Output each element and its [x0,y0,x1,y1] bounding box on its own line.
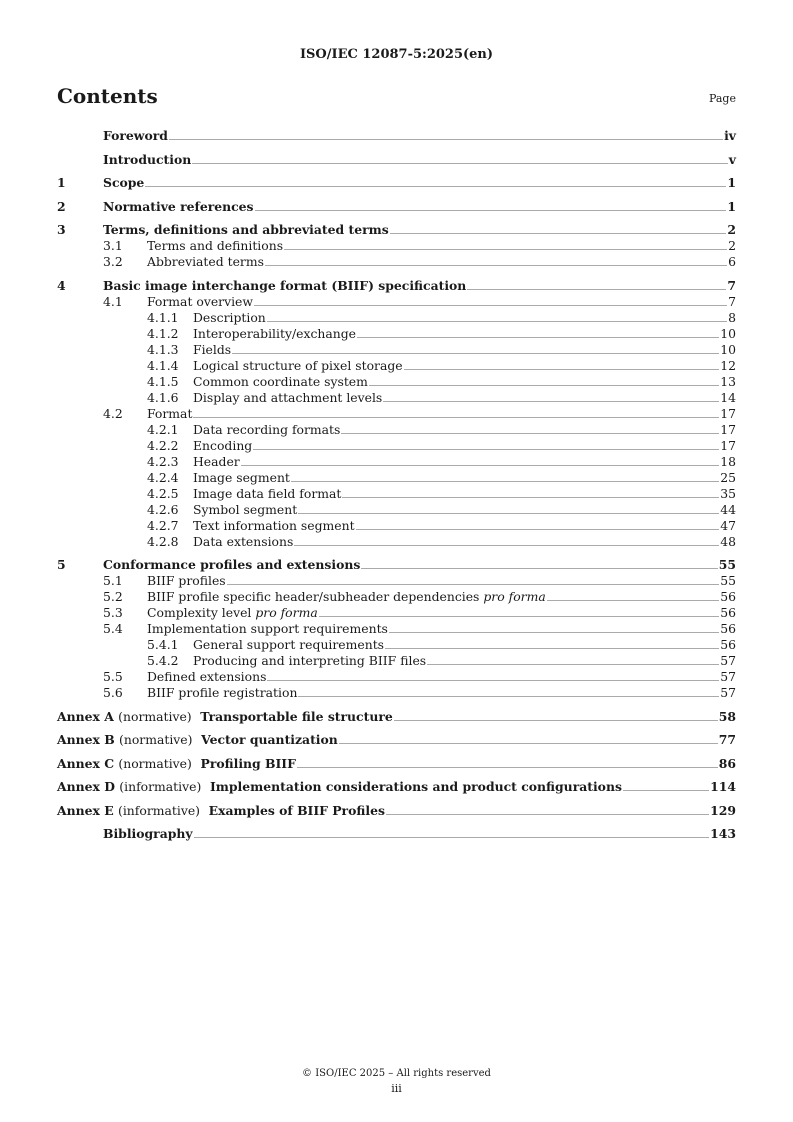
toc-entry-number: 3 [57,222,66,237]
toc-entry-title-group [147,406,192,422]
toc-entry[interactable] [57,502,736,518]
toc-entry-page: 47 [720,517,736,533]
toc-entry-number: 4.2.2 [147,437,179,453]
annex-type: (normative) [118,708,192,724]
toc-entry-title: Defined extensions [147,669,267,684]
toc-entry-title-group [57,756,296,772]
toc-entry-title: Producing and interpreting BIIF files [193,653,427,668]
dot-leader [394,720,718,721]
toc-entry-title: Format [147,405,193,421]
toc-entry-page: 1 [727,198,736,214]
toc-entry[interactable] [57,254,736,270]
toc-entry-number: 4.1.1 [147,309,179,325]
toc-entry-page: 7 [728,293,736,309]
toc-entry[interactable] [57,342,736,358]
toc-entry-title-group [103,278,466,294]
toc-entry[interactable] [57,573,736,589]
annex-label: Annex E [57,802,114,818]
contents-header [57,84,736,112]
toc-entry[interactable] [57,826,736,842]
dot-leader [356,529,720,530]
dot-leader [298,513,719,514]
toc-entry-title: Transportable file structure [200,708,393,724]
toc-entry-title: Basic image interchange format (BIIF) specification [103,277,467,293]
toc-entry[interactable] [57,358,736,374]
toc-entry[interactable] [57,294,736,310]
toc-entry-number: 4.1 [103,293,123,309]
toc-entry-title: Scope [103,175,145,190]
toc-entry-title: Text information segment [193,517,355,533]
dot-leader [404,369,720,370]
toc-entry-page: 17 [720,421,736,437]
toc-entry-number: 1 [57,175,66,190]
dot-leader [232,353,719,354]
toc-entry-title: Common coordinate system [193,373,368,389]
toc-entry-number: 4.1.2 [147,325,179,341]
copyright-notice: © ISO/IEC 2025 – All rights reserved [302,1068,491,1079]
annex-type: (normative) [118,755,192,771]
toc-entry-title-group [193,470,290,486]
toc-entry-page: 48 [720,533,736,549]
dot-leader [169,139,723,140]
dot-leader [192,163,728,164]
toc-entry-title-group [147,621,388,637]
toc-entry-title: Display and attachment levels [193,389,383,405]
dot-leader [194,837,710,838]
toc-entry-title: Format overview [147,293,253,309]
toc-entry-page: 6 [728,254,736,269]
toc-entry-title-group [193,534,293,550]
toc-entry-page: 57 [720,669,736,684]
toc-entry[interactable] [57,685,736,701]
dot-leader [386,814,709,815]
toc-entry-title: Description [193,309,266,325]
toc-entry[interactable] [57,128,736,144]
dot-leader [390,233,727,234]
dot-leader [385,648,719,649]
toc-entry-number: 4.2.7 [147,517,179,533]
toc-entry-title-group [147,589,546,605]
toc-entry-title-group [147,669,266,685]
toc-entry-title-group [193,454,240,470]
toc-entry-title: Foreword [103,128,168,143]
toc-entry-title-group [193,374,368,390]
toc-entry[interactable] [57,637,736,653]
toc-entry-page: 55 [718,557,736,572]
annex-type: (normative) [119,732,193,747]
toc-entry-page: iv [724,128,736,143]
toc-entry-title-group [193,486,341,502]
toc-entry-number: 4.2.1 [147,421,179,437]
toc-entry-title: Terms and definitions [147,238,284,253]
toc-entry-title-group [57,803,385,819]
document-id: ISO/IEC 12087-5:2025(en) [299,47,494,62]
annex-label: Annex B [57,732,115,747]
toc-entry-number: 4.2 [103,405,123,421]
toc-entry-title-group [193,518,355,534]
toc-entry[interactable] [57,175,736,191]
toc-entry[interactable] [57,732,736,748]
dot-leader [467,289,726,290]
toc-entry[interactable] [57,653,736,669]
toc-entry-page: 35 [720,485,736,501]
dot-leader [427,664,719,665]
toc-entry-page: 14 [720,389,736,405]
toc-entry-title-group [147,605,318,621]
toc-entry-page: 1 [727,175,736,190]
page-footer [0,1066,793,1096]
toc-entry-title: Fields [193,341,232,357]
toc-entry-title: Logical structure of pixel storage [193,357,403,373]
toc-entry[interactable] [57,326,736,342]
toc-entry-title: BIIF profile specific header/subheader dependencies [147,589,480,604]
dot-leader [547,600,719,601]
toc-entry-title: Image segment [193,469,290,485]
toc-entry-number: 3.1 [103,238,123,253]
toc-entry[interactable] [57,222,736,238]
toc-entry-title-group [147,238,283,254]
dot-leader [298,696,719,697]
toc-entry-page: 114 [710,779,736,794]
dot-leader [341,433,719,434]
annex-type: (informative) [118,802,200,818]
dot-leader [267,321,727,322]
toc-entry-title-group [147,573,226,589]
dot-leader [193,417,719,418]
toc-entry[interactable] [57,422,736,438]
annex-label: Annex C [57,755,115,771]
toc-entry[interactable] [57,438,736,454]
toc-entry-title-group [193,637,384,653]
toc-entry-title: Interoperability/exchange [193,325,356,341]
toc-entry-page: 44 [720,501,736,517]
toc-entry-title: Data recording formats [193,421,341,437]
toc-entry-number: 5.4.1 [147,637,179,652]
toc-entry-title-group [103,128,168,144]
toc-entry-number: 4.2.3 [147,453,179,469]
toc-entry-title-group [147,685,297,701]
toc-entry-title-group [193,310,266,326]
toc-entry[interactable] [57,470,736,486]
toc-entry-page: 2 [728,238,736,253]
toc-entry-title: Profiling BIIF [200,755,296,771]
toc-entry-page: 7 [727,277,736,293]
toc-entry-page: 143 [710,826,736,841]
table-of-contents [57,128,736,842]
toc-entry-title: Examples of BIIF Profiles [208,802,385,818]
toc-entry[interactable] [57,390,736,406]
toc-entry-title-group [193,390,382,406]
toc-entry-number: 5.3 [103,605,123,620]
toc-entry-title: BIIF profiles [147,573,226,588]
toc-entry-title-group [147,254,264,270]
dot-leader [254,305,727,306]
toc-entry[interactable] [57,406,736,422]
toc-entry-page: 25 [720,469,736,485]
toc-entry-title: Implementation support requirements [147,621,388,636]
page-column-label: Page [708,92,736,105]
toc-entry-title: BIIF profile registration [147,685,298,700]
toc-entry-title-group [193,438,252,454]
toc-entry-title-group [57,709,393,725]
toc-entry[interactable] [57,589,736,605]
toc-entry-title-group [103,175,144,191]
dot-leader [267,680,719,681]
toc-entry[interactable] [57,238,736,254]
toc-entry-page: 56 [720,637,736,652]
dot-leader [227,584,720,585]
toc-entry-page: 13 [720,373,736,389]
toc-entry[interactable] [57,605,736,621]
toc-entry-title: Conformance profiles and extensions [103,557,361,572]
toc-entry[interactable] [57,669,736,685]
toc-entry-title-group [147,294,253,310]
toc-entry-title: Complexity level [147,605,252,620]
dot-leader [623,790,709,791]
toc-entry-number: 4.2.6 [147,501,179,517]
toc-entry-title: Symbol segment [193,501,298,517]
dot-leader [255,210,727,211]
dot-leader [294,545,719,546]
toc-entry-page: 58 [718,708,736,724]
toc-entry-page: 55 [720,573,736,588]
toc-entry-title-group [193,326,356,342]
toc-entry-page: 56 [720,589,736,604]
toc-entry-title-group [193,358,403,374]
toc-entry[interactable] [57,199,736,215]
toc-entry[interactable] [57,152,736,168]
toc-entry-number: 5.4.2 [147,653,179,668]
toc-entry-title-group [103,826,193,842]
toc-entry-number: 4.2.5 [147,485,179,501]
dot-leader [253,449,719,450]
annex-type: (informative) [119,779,202,794]
dot-leader [297,767,718,768]
dot-leader [241,465,720,466]
toc-entry-title-group [193,422,340,438]
toc-entry-page: 8 [728,309,736,325]
toc-entry-title: Bibliography [103,826,193,841]
toc-entry-number: 4 [57,277,66,293]
toc-entry-italic-suffix: pro forma [255,605,318,620]
dot-leader [291,481,719,482]
toc-entry[interactable] [57,534,736,550]
toc-entry-number: 5 [57,557,66,572]
dot-leader [319,616,720,617]
toc-entry-title: Normative references [103,198,254,214]
toc-entry-page: 57 [720,653,736,668]
toc-entry-title: Implementation considerations and product configurations [209,779,622,794]
toc-entry-title-group [103,152,191,168]
toc-entry[interactable] [57,486,736,502]
toc-entry-title-group [103,222,389,238]
toc-entry[interactable] [57,779,736,795]
toc-entry-title-group [193,342,231,358]
dot-leader [369,385,719,386]
toc-entry[interactable] [57,518,736,534]
toc-entry-title: Abbreviated terms [147,254,264,269]
toc-entry-page: 17 [720,405,736,421]
toc-entry-title-group [103,557,360,573]
toc-entry-page: 2 [727,222,736,237]
toc-entry-number: 4.1.4 [147,357,179,373]
toc-entry[interactable] [57,278,736,294]
dot-leader [383,401,719,402]
toc-entry-number: 5.6 [103,685,123,700]
toc-entry[interactable] [57,756,736,772]
toc-entry-title: Vector quantization [201,732,338,747]
toc-entry-page: 129 [710,802,736,818]
toc-entry-page: 57 [720,685,736,700]
toc-entry-title: Encoding [193,437,253,453]
toc-entry-number: 4.2.4 [147,469,179,485]
toc-entry-page: 12 [720,357,736,373]
toc-entry-title-group [193,653,426,669]
toc-entry-number: 5.1 [103,573,123,588]
toc-entry-title-group [57,732,338,748]
toc-entry[interactable] [57,374,736,390]
toc-entry-page: 10 [720,325,736,341]
toc-entry-page: 17 [720,437,736,453]
toc-entry-italic-suffix: pro forma [483,589,546,604]
toc-entry-page: v [728,151,736,167]
dot-leader [284,249,727,250]
toc-entry-number: 5.4 [103,621,123,636]
toc-entry-number: 4.1.6 [147,389,179,405]
toc-entry-number: 4.1.5 [147,373,179,389]
toc-entry-title: General support requirements [193,637,385,652]
dot-leader [145,186,726,187]
contents-title: Contents [57,84,158,108]
toc-entry-title: Terms, definitions and abbreviated terms [103,222,389,237]
toc-entry-title: Data extensions [193,533,294,549]
toc-entry-title: Image data field format [193,485,342,501]
toc-entry-title-group [193,502,297,518]
toc-entry[interactable] [57,803,736,819]
toc-entry[interactable] [57,454,736,470]
toc-entry[interactable] [57,557,736,573]
toc-entry-title: Header [193,453,240,469]
toc-entry-page: 56 [720,621,736,636]
toc-entry-number: 4.1.3 [147,341,179,357]
toc-entry-page: 10 [720,341,736,357]
dot-leader [342,497,719,498]
toc-entry-number: 3.2 [103,254,123,269]
page-number: iii [391,1082,402,1095]
toc-entry-title-group [57,779,622,795]
annex-label: Annex D [57,779,115,794]
dot-leader [389,632,719,633]
toc-entry-page: 86 [718,755,736,771]
toc-entry-page: 18 [720,453,736,469]
dot-leader [339,743,718,744]
annex-label: Annex A [57,708,114,724]
toc-entry-title-group [103,199,254,215]
dot-leader [265,265,727,266]
toc-entry-number: 5.5 [103,669,123,684]
toc-entry-title: Introduction [103,151,192,167]
toc-entry-number: 2 [57,198,66,214]
toc-entry-number: 5.2 [103,589,123,604]
toc-entry-page: 56 [720,605,736,620]
dot-leader [357,337,719,338]
toc-entry[interactable] [57,621,736,637]
toc-entry-page: 77 [718,732,736,747]
toc-entry[interactable] [57,310,736,326]
dot-leader [361,568,717,569]
toc-entry[interactable] [57,709,736,725]
toc-entry-number: 4.2.8 [147,533,179,549]
